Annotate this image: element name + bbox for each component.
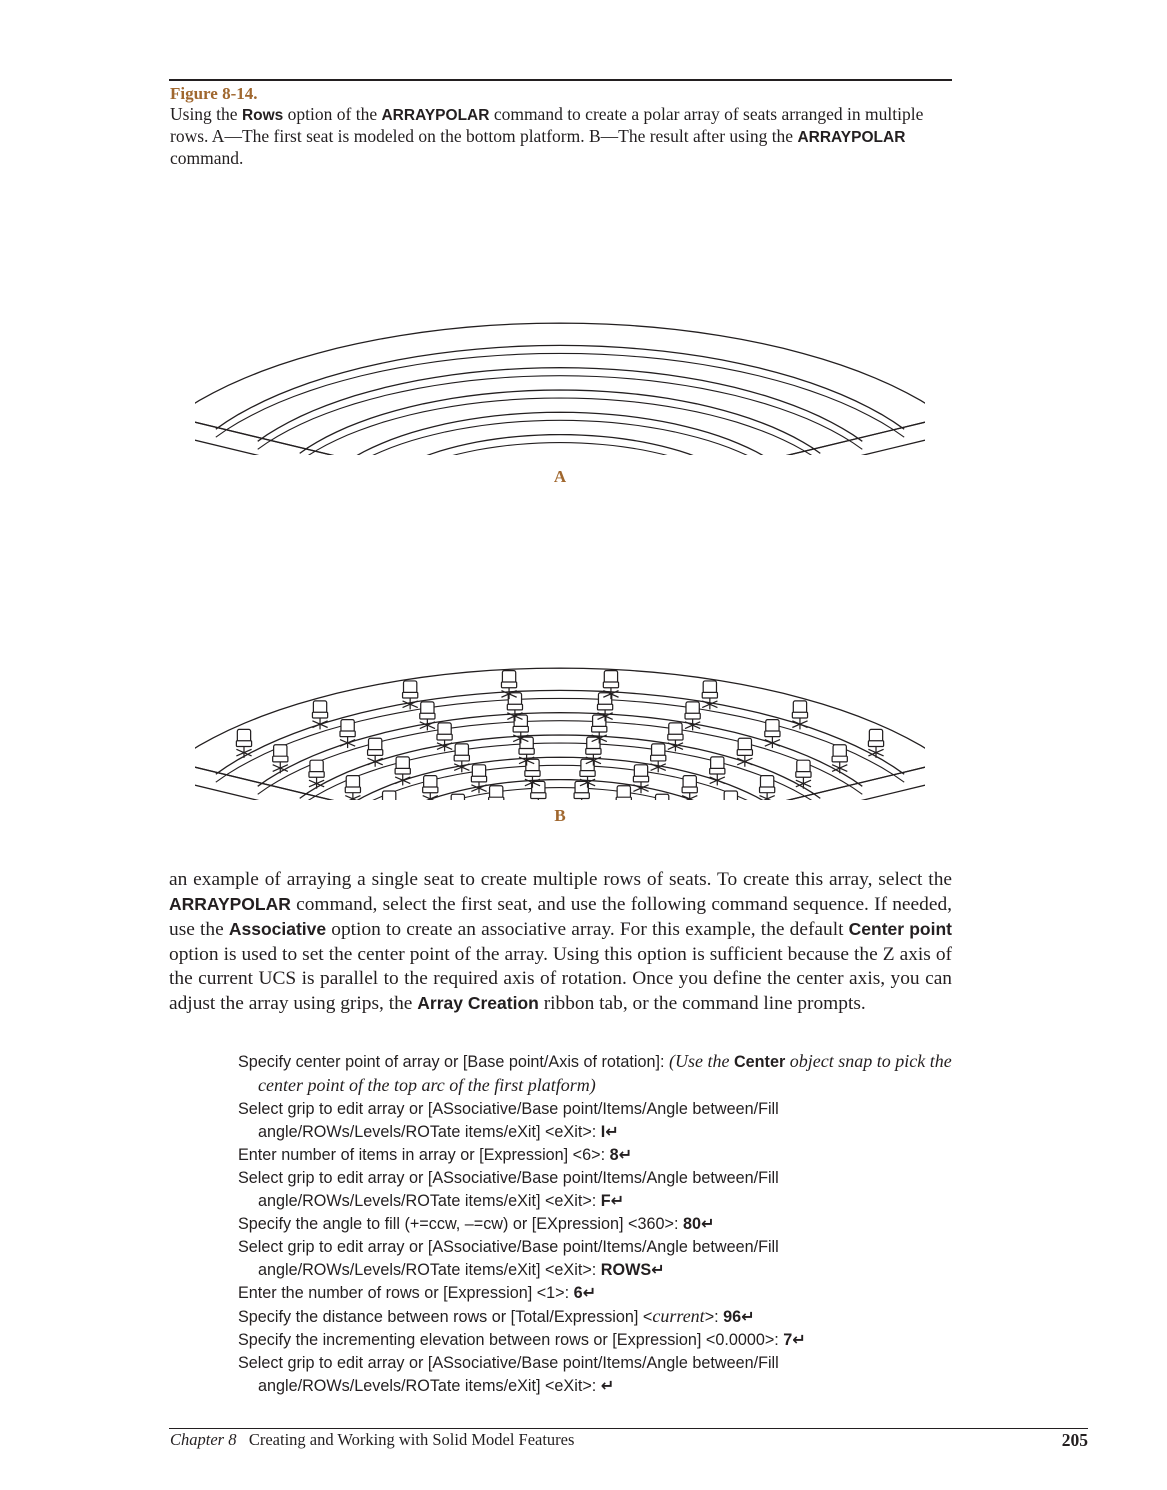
command-prompt: Select grip to edit array or [ASsociative/Base point/Items/Angle between/Fill angle/ROWs/Levels/ROTate items/eXit] <eXit>: [238, 1169, 779, 1210]
page-number: 205 [1061, 1430, 1088, 1450]
command-input: ↵ [600, 1377, 615, 1395]
footer-rule [169, 1428, 1088, 1429]
seat [737, 738, 752, 767]
command-input: F↵ [600, 1192, 625, 1210]
caption-keyword-arraypolar: ARRAYPOLAR [381, 107, 490, 124]
seat [420, 702, 435, 731]
command-sequence [238, 1050, 958, 1398]
command-input: 80↵ [682, 1215, 715, 1233]
seat [340, 720, 355, 749]
platform-step-riser [342, 420, 779, 455]
page-footer [170, 1430, 1088, 1450]
platform-step-arc [300, 390, 821, 453]
seat [702, 681, 717, 710]
seat [382, 791, 397, 800]
figure-caption [170, 104, 960, 169]
caption-keyword-rows: Rows [241, 107, 284, 124]
command-prompt: Select grip to edit array or [ASsociative/Base point/Items/Angle between/Fill angle/ROWs/Levels/ROTate items/eXit] <eXit>: [238, 1238, 779, 1279]
body-keyword: Array Creation [417, 993, 539, 1014]
body-text: option to create an associative array. For this example, the default [326, 919, 849, 941]
command-prompt: Select grip to edit array or [ASsociative/Base point/Items/Angle between/Fill angle/ROWs/Levels/ROTate items/eXit] <eXit>: [238, 1100, 779, 1141]
seat [668, 723, 683, 752]
command-prompt: Specify center point of array or [Base point/Axis of rotation]: [238, 1053, 669, 1071]
figure-a-label: A [553, 467, 567, 486]
command-line [238, 1282, 958, 1305]
platform-step-riser [216, 353, 904, 437]
footer-title: Creating and Working with Solid Model Features [248, 1430, 575, 1449]
command-prompt: Specify the distance between rows or [Total/Expression] < [238, 1308, 653, 1326]
seat [765, 720, 780, 749]
command-line [238, 1236, 958, 1282]
command-keyword: Center [733, 1053, 786, 1071]
platform-step-riser [300, 398, 821, 455]
seat [616, 786, 631, 800]
platform-outer-arc [195, 668, 925, 762]
seat [489, 786, 504, 800]
seat [682, 776, 697, 800]
seat [312, 701, 327, 730]
platform-outer-arc [195, 323, 925, 417]
seat [655, 794, 670, 800]
seat [710, 757, 725, 786]
caption-keyword-arraypolar: ARRAYPOLAR [797, 129, 906, 146]
seat [471, 765, 486, 794]
caption-text: option of the [283, 104, 382, 124]
body-paragraph [169, 868, 952, 1016]
command-input: 8↵ [609, 1146, 633, 1164]
seat [395, 757, 410, 786]
platform-step-arc [384, 435, 737, 455]
figure-a-illustration [195, 180, 925, 455]
command-prompt: Enter the number of rows or [Expression] <1>: [238, 1284, 574, 1302]
command-line [238, 1167, 958, 1213]
top-rule [169, 79, 952, 81]
command-line [238, 1305, 958, 1329]
seat [368, 738, 383, 767]
figure-b-illustration [195, 515, 925, 800]
seat [792, 701, 807, 730]
caption-text: Using the [170, 104, 242, 124]
command-line [238, 1144, 958, 1167]
command-line [238, 1050, 958, 1098]
command-prompt: Specify the incrementing elevation between rows or [Expression] <0.0000>: [238, 1331, 784, 1349]
seat [651, 744, 666, 773]
body-text: option is used to set the center point of the array. Using this option is sufficient because the Z axis of the current UCS is parallel to the required axis of rotation. Once you define the center axis, you can adjust the array using grips, the [169, 943, 952, 1015]
command-line [238, 1352, 958, 1398]
figure-number: Figure 8-14. [170, 84, 258, 103]
command-prompt: Enter number of items in array or [Expression] <6>: [238, 1146, 610, 1164]
seat [760, 776, 775, 800]
command-input: 96↵ [723, 1308, 755, 1326]
command-input: ROWS↵ [600, 1261, 665, 1279]
command-note: object snap to pick the center point of the top arc of the first platform) [258, 1051, 952, 1095]
body-text: ribbon tab, or the command line prompts. [538, 993, 866, 1015]
caption-text: command. [170, 148, 244, 168]
seat [437, 723, 452, 752]
platform-step-arc [342, 412, 779, 455]
seat [450, 794, 465, 800]
body-keyword: Center point [848, 919, 952, 940]
body-keyword: Associative [228, 919, 327, 940]
command-input: I↵ [600, 1123, 619, 1141]
body-text: command, select the first seat, and use the following command sequence. If needed, use the [169, 894, 952, 941]
platform-step-riser [384, 443, 737, 455]
seat [423, 776, 438, 800]
body-keyword: ARRAYPOLAR [169, 894, 291, 915]
figure-b-label: B [554, 806, 566, 825]
command-prompt: Select grip to edit array or [ASsociative/Base point/Items/Angle between/Fill angle/ROWs/Levels/ROTate items/eXit] <eXit>: [238, 1354, 779, 1395]
body-text: an example of arraying a single seat to create multiple rows of seats. To create this array, select the [169, 869, 952, 890]
command-input: 6↵ [573, 1284, 597, 1302]
seat [403, 681, 418, 710]
command-note: (Use the [668, 1051, 734, 1071]
seat [685, 702, 700, 731]
command-line [238, 1329, 958, 1352]
footer-chapter: Chapter 8 [170, 1430, 237, 1449]
seat [723, 791, 738, 800]
command-prompt: Specify the angle to fill (+=ccw, –=cw) or [EXpression] <360>: [238, 1215, 683, 1233]
command-line [238, 1098, 958, 1144]
seat [345, 776, 360, 800]
command-note: current [652, 1306, 705, 1326]
command-prompt: >: [704, 1308, 724, 1326]
seat [454, 744, 469, 773]
command-line [238, 1213, 958, 1236]
command-input: 7↵ [783, 1331, 806, 1349]
caption-text: command to create a polar array of seats arranged in multiple rows. A—The first seat is modeled on the bottom platform. B—The result after using the [170, 104, 924, 146]
seat [633, 765, 648, 794]
